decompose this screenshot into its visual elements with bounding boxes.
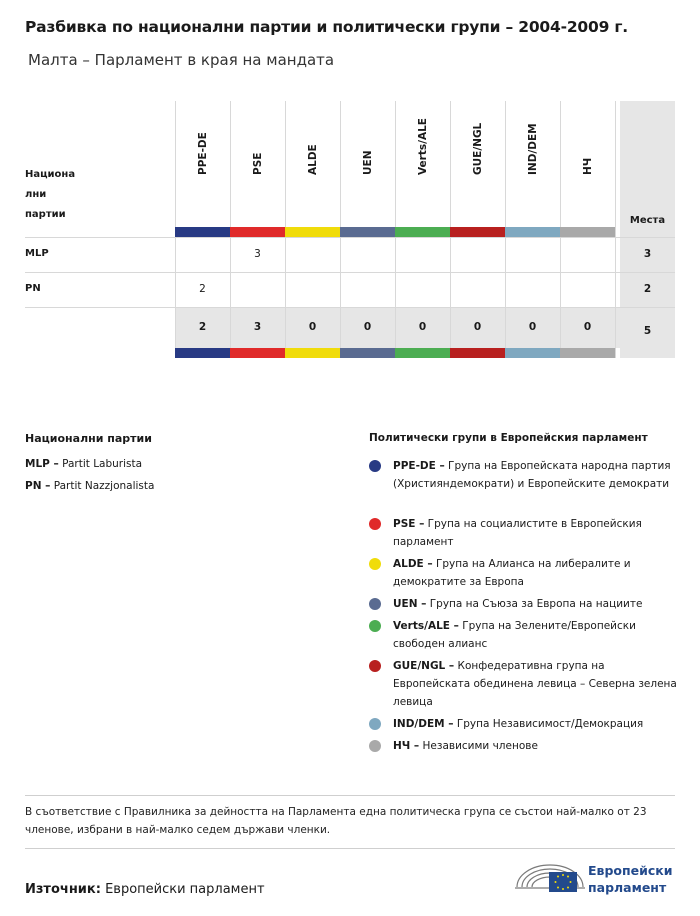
group-color-bar <box>230 348 285 358</box>
group-color-bar <box>395 227 450 237</box>
political-group-item: GUE/NGL – Конфедеративна група на Европейската обединена левица – Северна зелена левица <box>369 657 679 711</box>
group-color-bar <box>175 227 230 237</box>
national-parties-legend-title: Национални партии <box>25 432 152 445</box>
group-header-label: PPE-DE <box>196 132 209 175</box>
group-color-dot-icon <box>369 660 381 672</box>
group-header <box>285 101 340 227</box>
group-header <box>175 101 230 227</box>
group-header <box>450 101 505 227</box>
group-header-label: GUE/NGL <box>471 122 484 175</box>
group-total: 2 <box>198 321 207 333</box>
seat-count-cell: 3 <box>254 248 261 260</box>
row-divider <box>25 237 675 238</box>
divider <box>25 795 675 796</box>
group-total: 0 <box>473 321 482 333</box>
political-group-item: PSE – Група на социалистите в Европейския парламент <box>369 515 679 551</box>
group-color-bar <box>505 227 560 237</box>
political-group-item: Verts/ALE – Група на Зелените/Европейски свободен алианс <box>369 617 679 653</box>
logo-text: Европейски парламент <box>588 863 673 895</box>
group-header-label: IND/DEM <box>526 123 539 175</box>
group-header <box>340 101 395 227</box>
seats-table <box>25 101 675 358</box>
group-color-bar <box>395 348 450 358</box>
group-color-bar <box>175 348 230 358</box>
group-total: 0 <box>418 321 427 333</box>
row-divider <box>25 272 675 273</box>
divider <box>25 848 675 849</box>
national-party-item: MLP – Partit Laburista <box>25 458 143 470</box>
column-divider <box>615 101 616 358</box>
group-color-dot-icon <box>369 558 381 570</box>
group-color-bar <box>560 348 615 358</box>
group-color-bar <box>505 348 560 358</box>
group-header <box>230 101 285 227</box>
footnote: В съответствие с Правилника за дейността на Парламента една политическа група се състои най-малко от 23 членове, избрани в най-малко седем държави членки. <box>25 806 647 836</box>
group-total: 3 <box>253 321 262 333</box>
row-divider <box>25 307 675 308</box>
group-header-label: ALDE <box>306 144 319 175</box>
national-party-row-label: PN <box>25 283 41 294</box>
seats-header: Места <box>629 215 666 226</box>
political-group-item: НЧ – Независими членове <box>369 737 679 755</box>
group-color-dot-icon <box>369 598 381 610</box>
national-party-item: PN – Partit Nazzjonalista <box>25 480 155 492</box>
group-color-bar <box>560 227 615 237</box>
political-group-item: IND/DEM – Група Независимост/Демокрация <box>369 715 679 733</box>
political-group-item: ALDE – Група на Алианса на либералите и демократите за Европа <box>369 555 679 591</box>
political-group-item: UEN – Група на Съюза за Европа на нациите <box>369 595 679 613</box>
group-color-dot-icon <box>369 718 381 730</box>
group-color-bar <box>340 227 395 237</box>
group-header-label: НЧ <box>581 157 594 175</box>
group-header <box>395 101 450 227</box>
group-color-bar <box>285 227 340 237</box>
group-color-dot-icon <box>369 740 381 752</box>
group-total: 0 <box>528 321 537 333</box>
group-header-label: Verts/ALE <box>416 118 429 175</box>
group-header <box>505 101 560 227</box>
source-line: Източник: Европейски парламент <box>25 882 265 897</box>
national-party-row-label: MLP <box>25 248 49 259</box>
group-total: 0 <box>583 321 592 333</box>
group-total: 0 <box>308 321 317 333</box>
political-group-item: PPE-DE – Група на Европейската народна партия (Християндемократи) и Европейските демократи <box>369 457 679 493</box>
group-color-bar <box>450 348 505 358</box>
group-color-bar <box>230 227 285 237</box>
row-total-seats: 2 <box>643 283 652 295</box>
page-subtitle: Малта – Парламент в края на мандата <box>28 51 335 69</box>
seats-column <box>620 101 675 358</box>
group-header-label: UEN <box>361 150 374 175</box>
group-color-dot-icon <box>369 460 381 472</box>
group-color-dot-icon <box>369 620 381 632</box>
total-seats: 5 <box>643 325 652 337</box>
group-color-bar <box>340 348 395 358</box>
group-color-dot-icon <box>369 518 381 530</box>
group-color-bar <box>450 227 505 237</box>
national-parties-header: Национа лни партии <box>25 169 76 220</box>
group-header-label: PSE <box>251 152 264 175</box>
group-total: 0 <box>363 321 372 333</box>
row-total-seats: 3 <box>643 248 652 260</box>
seat-count-cell: 2 <box>199 283 206 295</box>
page-title: Разбивка по национални партии и политически групи – 2004-2009 г. <box>25 18 628 36</box>
political-groups-legend-title: Политически групи в Европейския парламент <box>369 432 648 444</box>
group-header <box>560 101 615 227</box>
group-color-bar <box>285 348 340 358</box>
